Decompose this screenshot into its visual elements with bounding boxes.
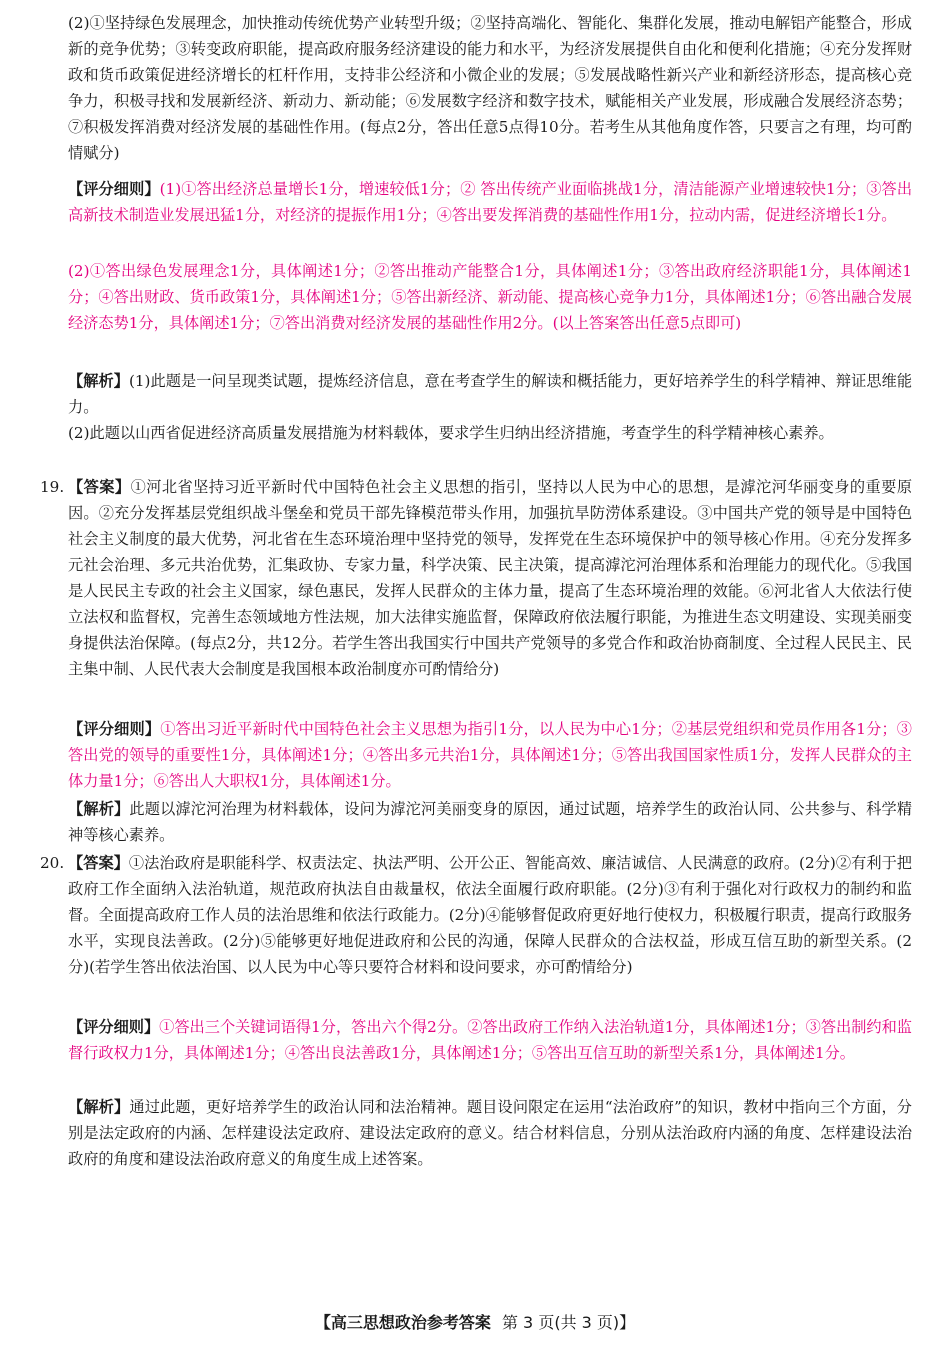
scoring-label: 【评分细则】 [68, 720, 161, 738]
page-footer [0, 1310, 950, 1336]
analysis-label: 【解析】 [68, 372, 129, 390]
q19-scoring [68, 716, 912, 794]
q20-analysis [68, 1094, 912, 1172]
q19-scoring-text: ①答出习近平新时代中国特色社会主义思想为指引1分，以人民为中心1分；②基层党组织和党员作用各1分；③答出党的领导的重要性1分，具体阐述1分；④答出多元共治1分，具体阐述1分；⑤答出我国国家性质1分，发挥人民群众的主体力量1分；⑥答出人大职权1分，具体阐述1分。 [68, 720, 912, 790]
footer-title: 【高三思想政治参考答案 [314, 1313, 491, 1332]
analysis-label: 【解析】 [68, 800, 130, 818]
q19-answer [68, 474, 912, 682]
analysis-label: 【解析】 [68, 1098, 130, 1116]
q20-scoring-text: ①答出三个关键词语得1分，答出六个得2分。②答出政府工作纳入法治轨道1分，具体阐述1分；③答出制约和监督行政权力1分，具体阐述1分；④答出良法善政1分，具体阐述1分；⑤答出互信互助的新型关系1分，具体阐述1分。 [68, 1018, 912, 1062]
answer-label: 【答案】 [68, 478, 131, 496]
q18-scoring-1 [68, 176, 912, 228]
q20-answer-text: ①法治政府是职能科学、权责法定、执法严明、公开公正、智能高效、廉洁诚信、人民满意的政府。(2分)②有利于把政府工作全面纳入法治轨道，规范政府执法自由裁量权，依法全面履行政府职能。(2分)③有利于强化对行政权力的制约和监督。全面提高政府工作人员的法治思维和依法行政能力。(2分)④能够督促政府更好地行使权力，积极履行职责，提高行政服务水平，实现良法善政。(2分)⑤能够更好地促进政府和公民的沟通，保障人民群众的合法权益，形成互信互助的新型关系。(2分)(若学生答出依法治国、以人民为中心等只要符合材料和设问要求，亦可酌情给分) [68, 854, 912, 976]
scoring-label: 【评分细则】 [68, 180, 160, 198]
q18-scoring-2: (2)①答出绿色发展理念1分，具体阐述1分；②答出推动产能整合1分，具体阐述1分；③答出政府经济职能1分，具体阐述1分；④答出财政、货币政策1分，具体阐述1分；⑤答出新经济、新动能、提高核心竞争力1分，具体阐述1分；⑥答出融合发展经济态势1分，具体阐述1分；⑦答出消费对经济发展的基础性作用2分。(以上答案答出任意5点即可) [68, 262, 912, 332]
q20-scoring [68, 1014, 912, 1066]
q18-scoring-text-1: (1)①答出经济总量增长1分，增速较低1分；② 答出传统产业面临挑战1分，清洁能源产业增速较快1分；③答出高新技术制造业发展迅猛1分，对经济的提振作用1分；④答出要发挥消费的基础性作用1分，拉动内需，促进经济增长1分。 [68, 180, 913, 224]
answer-label: 【答案】 [68, 854, 129, 872]
q19-answer-text: ①河北省坚持习近平新时代中国特色社会主义思想的指引，坚持以人民为中心的思想，是滹沱河华丽变身的重要原因。②充分发挥基层党组织战斗堡垒和党员干部先锋模范带头作用，加强抗旱防涝体系建设。③中国共产党的领导是中国特色社会主义制度的最大优势，河北省在生态环境治理中坚持党的领导，发挥党在生态环境保护中的领导核心作用。④充分发挥多元社会治理、多元共治优势，汇集政协、专家力量，科学决策、民主决策，提高滹沱河治理体系和治理能力的现代化。⑤我国是人民民主专政的社会主义国家，绿色惠民，发挥人民群众的主体力量，提高了生态环境治理的效能。⑥河北省人大依法行使立法权和监督权，完善生态领域地方性法规，加大法律实施监督，保障政府依法履行职能，为推进生态文明建设、实现美丽变身提供法治保障。(每点2分，共12分。若学生答出我国实行中国共产党领导的多党合作和政治协商制度、全过程人民民主、民主集中制、人民代表大会制度是我国根本政治制度亦可酌情给分) [68, 478, 913, 678]
q19-analysis-text: 此题以滹沱河治理为材料载体，设问为滹沱河美丽变身的原因，通过试题，培养学生的政治认同、公共参与、科学精神等核心素养。 [68, 800, 913, 844]
q18-analysis-2: (2)此题以山西省促进经济高质量发展措施为材料载体，要求学生归纳出经济措施，考查学生的科学精神核心素养。 [68, 424, 834, 442]
q20-answer [68, 850, 912, 980]
footer-page-number: 第 3 页(共 3 页)】 [501, 1313, 636, 1332]
q18-analysis-text-1: (1)此题是一问呈现类试题，提炼经济信息，意在考查学生的解读和概括能力，更好培养学生的科学精神、辩证思维能力。 [68, 372, 913, 416]
scoring-label: 【评分细则】 [68, 1018, 160, 1036]
q18-analysis-1 [68, 368, 912, 420]
q19-number: 19. [40, 478, 65, 496]
q20-analysis-text: 通过此题，更好培养学生的政治认同和法治精神。题目设问限定在运用“法治政府”的知识，教材中指向三个方面，分别是法定政府的内涵、怎样建设法定政府、建设法定政府的意义。结合材料信息，分别从法治政府内涵的角度、怎样建设法治政府的角度和建设法治政府意义的角度生成上述答案。 [68, 1098, 912, 1168]
q18-part2-answer: (2)①坚持绿色发展理念，加快推动传统优势产业转型升级；②坚持高端化、智能化、集群化发展，推动电解铝产能整合，形成新的竞争优势；③转变政府职能，提高政府服务经济建设的能力和水平，为经济发展提供自由化和便利化措施；④充分发挥财政和货币政策促进经济增长的杠杆作用，支持非公经济和小微企业的发展；⑤发展战略性新兴产业和新经济形态，提高核心竞争力，积极寻找和发展新经济、新动力、新动能；⑥发展数字经济和数字技术，赋能相关产业发展，形成融合发展经济态势；⑦积极发挥消费对经济发展的基础性作用。(每点2分，答出任意5点得10分。若考生从其他角度作答，只要言之有理，均可酌情赋分) [68, 14, 912, 162]
q20-number: 20. [40, 854, 65, 872]
q19-analysis [68, 796, 912, 848]
